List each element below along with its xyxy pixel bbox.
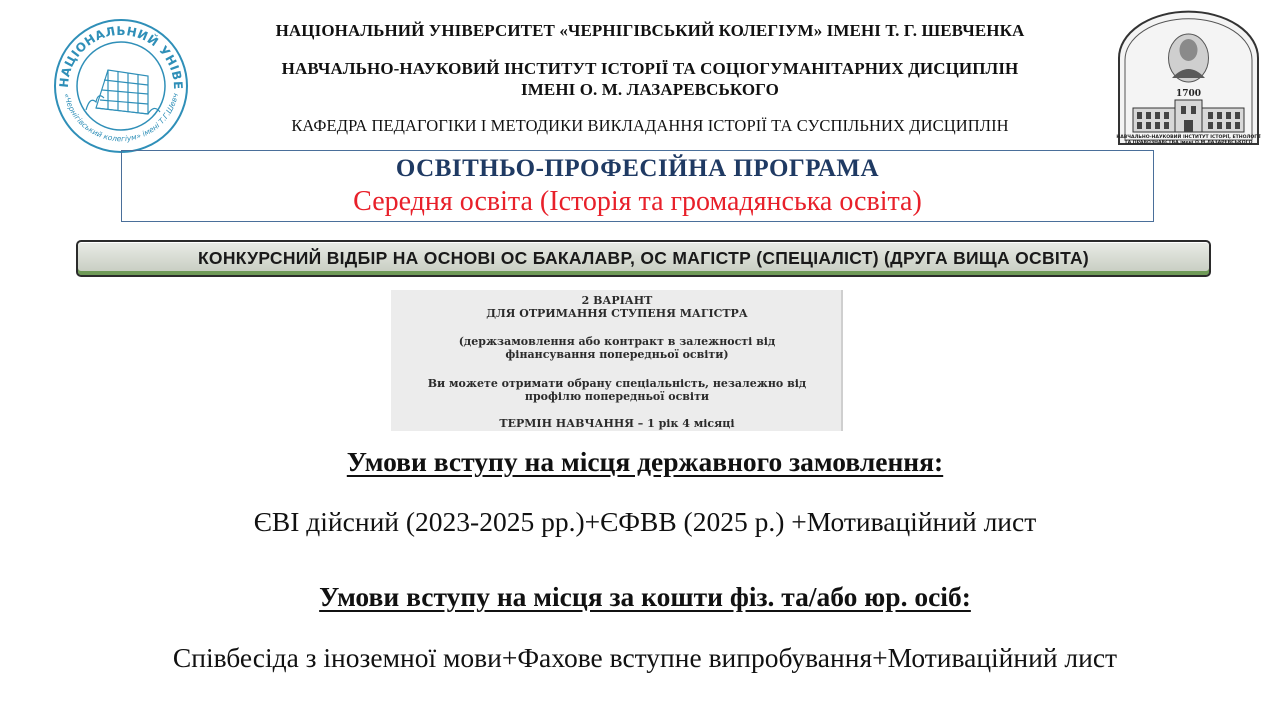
program-subtitle: Середня освіта (Історія та громадянська освіта)	[353, 186, 922, 217]
paid-places-heading: Умови вступу на місця за кошти фіз. та/або юр. осіб:	[319, 581, 971, 612]
university-seal-logo	[48, 10, 194, 156]
paid-places-requirements: Співбесіда з іноземної мови+Фахове вступне випробування+Мотиваційний лист	[172, 642, 1118, 673]
institute-name: НАВЧАЛЬНО-НАУКОВИЙ ІНСТИТУТ ІСТОРІЇ ТА СОЦІОГУМАНІТАРНИХ ДИСЦИПЛІН	[281, 59, 1019, 78]
emblem-year: 1700	[1175, 89, 1202, 99]
emblem-caption-line2: ТА ПРАВОЗНАВСТВА імені О.М.ЛАЗАРЕВСЬКОГО	[1124, 140, 1253, 146]
seal-text-top: НАЦІОНАЛЬНИЙ УНІВЕ	[56, 23, 186, 91]
variant-specialty-line2: профілю попередньої освіти	[524, 390, 710, 403]
variant-study-term: ТЕРМІН НАВЧАННЯ – 1 рік 4 місяці	[499, 417, 735, 430]
variant-info-card	[391, 290, 843, 431]
department-name: КАФЕДРА ПЕДАГОГІКИ І МЕТОДИКИ ВИКЛАДАННЯ ІСТОРІЇ ТА СУСПІЛЬНИХ ДИСЦИПЛІН	[291, 116, 1009, 135]
admission-banner	[76, 240, 1211, 277]
variant-number: 2 ВАРІАНТ	[581, 294, 653, 307]
state-order-requirements: ЄВІ дійсний (2023-2025 рр.)+ЄФВВ (2025 р.) +Мотиваційний лист	[253, 506, 1037, 537]
program-title: ОСВІТНЬО-ПРОФЕСІЙНА ПРОГРАМА	[395, 155, 880, 182]
variant-funding-line1: (держзамовлення або контракт в залежності від	[458, 335, 776, 348]
state-order-heading: Умови вступу на місця державного замовлення:	[346, 446, 944, 477]
variant-specialty-line1: Ви можете отримати обрану спеціальність, незалежно від	[427, 377, 807, 390]
university-name: НАЦІОНАЛЬНИЙ УНІВЕРСИТЕТ «ЧЕРНІГІВСЬКИЙ КОЛЕГІУМ» ІМЕНІ Т. Г. ШЕВЧЕНКА	[275, 21, 1025, 40]
banner-text: КОНКУРСНИЙ ВІДБІР НА ОСНОВІ ОС БАКАЛАВР, ОС МАГІСТР (СПЕЦІАЛІСТ) (ДРУГА ВИЩА ОСВІТА)	[197, 248, 1090, 268]
emblem-caption-line1: НАВЧАЛЬНО-НАУКОВИЙ ІНСТИТУТ ІСТОРІЇ, ЕТНОЛОГІЇ	[1116, 135, 1261, 140]
institute-name-line2: ІМЕНІ О. М. ЛАЗАРЕВСЬКОГО	[521, 80, 779, 99]
institute-emblem-logo	[1115, 8, 1262, 156]
variant-degree: ДЛЯ ОТРИМАННЯ СТУПЕНЯ МАГІСТРА	[486, 307, 748, 320]
variant-funding-line2: фінансування попередньої освіти)	[505, 348, 729, 361]
seal-text-bottom: «Чернігівський колегіум» імені Т.Г.Шевч	[61, 92, 181, 144]
